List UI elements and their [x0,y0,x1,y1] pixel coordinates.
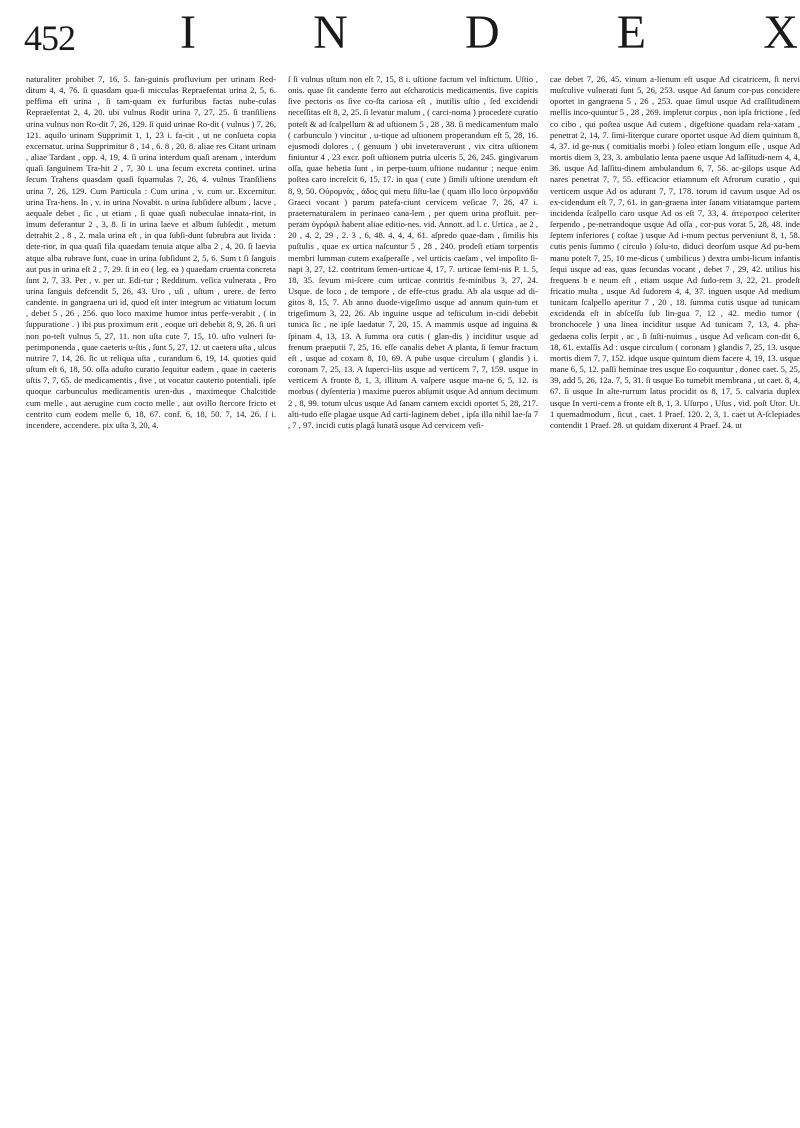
column-right [550,74,800,1128]
column-left [26,74,276,1128]
column-middle [288,74,538,1128]
running-head-letter: X [763,6,800,59]
column-text: ſ ſi vulnus uſtum non eſt 7, 15, 8 i. uſtione factum vel inſtictum. Uſtio , onis. quae ſit candente ferro aut eſcharoticis medicamentis. ſive capitis ſive pectoris os ſive co-ſta cariosa eſt , inutilis uſtio , ſed excidendi neceſſitas eſt 8, 2, 25. ſi levatur malum , ( carci-noma ) procedere curatio poteſt & ad ſcalpellum & ad uſtionem 5 , 28 , 38. ſi medicamentum malo ( carbunculo ) vincitur , u-tique ad uſtionem properandum eſt 5, 28, 16. ejusmodi dolores , ( genuum ) ubi inveteraverunt , vix citra uſtionem finiuntur 4 , 23 excr. poſt uſtionem putria ulceris 5, 26, 245. gingivarum oſſa, quae hebetia ſunt , in perpe-tuum uſtione nudantur ; neque enim poſtea caro increſcit 6, 15, 17. in qua ( cute ) ſimili uſtione utendum eſt 8, 9, 50. Οὐρομνὰς , ἀδος qui metu ſiſtu-lae ( quam illo loco ὑερομνάδα Graeci vocant ) parum patefa-ciunt cervicem veſicae 7, 26, 47 i. praeternaturalem in perinaeo cana-lem , per quem urina profluit. per-peram ὑγρόφιλ habent aliae editio-nes. vid. Annott. ad l. c. Urtica , ae 2 , 20 , 4. 2, 29 , 2. 3 , 6, 48. 4, 4, 4, 61. aſpredo quae-dam , ſimilis his puſtulis , quae ex urtica naſcuntur 5 , 28 , 240. prodeſt etiam torpentis membri lumman cutem exaſperaſſe , vel urticis caeſam , vel impoſito ſi-napi 3, 27, 12. contritum ſemen-urticae 4, 17, 7. urticae ſemi-nis P. 1. 5, 18, 35. ſevum mi-ſcere cum urticae contritis fe-minibus 3, 27, 24. Usque. de loco , de tempore , de effe-ctus gradu. Ab ala usque ad di-gitos 8, 15, 7. Ab anno duode-vigeſimo usque ad annum quin-tum et trigeſimum 3, 22, 26. Ab inguine usque ad teſticulum in-cidi debebit tunica ſic , ne ipſe laedatur 7, 20, 15. A mammis usque ad inguina & ſpinam 4, 13, 13. A ſumma ora cutis ( glan-dis ) inciditur usque ad frenum praeputii 7, 25, 16. eſſe canalis debet A planta, ſi ſemur fractum eſt , usque ad coxam 8, 10, 69. A pube usque circulum ( glandis ) i. coronam 7, 25, 13. A ſuperci-liis usque ad verticem 7, 7, 159. usque in verticem A fronte 8, 1, 3, illitum A vaſpere usque ma-ne 6, 5, 12. is morbus ( dyſenteria ) maxime pueros abſumit usque Ad annum decimum 2 , 8, 99. totum ulcus usque Ad ſanam carnem excidi oportet 5, 28, 217. alti-tudo eſſe plagae usque Ad carti-laginem debet , ipſa illa nihil lae-ſa 7 , 7 , 97. incidi cutis plagā lunatā usque Ad cervicem veſi- [288,74,538,430]
column-text: naturaliter prohibet 7, 16, 5. fan-guinis profluvium per urinam Red-ditum 4, 4, 76. ſi quasdam qua-ſi micculas Repraefentat urina 2, 5, 6. peffima eft urina , ſi tam-quam ex furfuribus factas nube-culas Repraefentat 2, 4, 20. ubi vulnus Rodit urina 7, 27, 25. ſi tranſiliens urina vulnus non Ro-dit 7, 26, 129. ſi quid urinae Ro-dit ( vulnus ) 7, 26, 121. aquilo urinam Supprimit 1, 1, 23 i. fa-cit , ut ne conſueta copia excernatur. urina Supprimitur 8 , 14 , 6. 8 , 20. 8. aliae res Citant urinam , aliae Tardant , opp. 4, 19, 4. ſi urina interdum quaſi arenam , interdum quaſi ſanguinem Tra-hit 2 , 7, 30 i. una ſecum excreta continet. urina ſecum Trahens quasdam quaſi ſquamulas 7, 26, 4. vulnus Tranſiliens urina 7, 26, 129. Cum Particula : Cum urina , v. cum ur. Excernitur. urina Tra-hens. In , v. in urina Novabit. n urina ſubſidere album , lacve , aequale debet , ſic , ut etiam , ſi quae quaſi nubeculae innata-rint, in imum deferantur 2 , 3, 8. ſi in urina laeve et album ſubſedit , metum detrahit 2 , 8 , 2. mala urina eſt , in qua ſubſi-dunt ſubrubra aut livida : dete-rior, in qua quaſi fila quaedam tenuia atque alba 2 , 4, 20. ſi laevia atque alba rubrave ſunt, cuae in urina ſubſidunt 2, 5, 6. Sum t ſi ſanguis aut pus in urina eſt 2 , 7, 29. ſi in eo ( leg. ea ) quaedam cruenta concreta ſunt 2, 7, 33. Per , v. per ur. Edi-tur ; Redditum. veſica vulnerata , Pro urina ſanguis defcendit 5, 26, 43. Uro , uſi , uſtum , urere. de ferro candente. in gangraena uri id, quod eſt inter integrum ac vitiatum locum , debet 5 , 26 , 256. quo loco maxime humor intus perfe-verabit , ( in ſuppuratione . ) ibi pus proximum erit , eoque uri debebit 8, 9, 26. ſi uri non po-teſt vulnus 5, 27, 11. non uſta cute 7, 15, 10. uſto vulneri ſu-perimponenda , quae caeteris u-ſtis , ſunt 5, 27, 12. ut caetera uſta , ulcus nutrire 7, 14, 26. ſic ut reliqua uſta , curandum 6, 19, 14. quoties quid uſtum eſt 6, 18, 50. oſſa aduſto curatio ſequitur eadem , quae in caeteris uſtis 7, 7, 65. de medicamentis , ſive , ut vocatur cauterio potentiali. ipſe quoque carbunculus medicamentis uren-dus , maximeque Chalcitide cum melle , aut aerugine cum cocto melle , aut ovillo ſtercore fricto et centrito cum eodem melle 6, 18, 67. conf. 6, 18, 50. 7, 14, 26. ſ i. incendere, accendere. pix uſta 3, 20, 4. [26,74,276,430]
column-text: cae debet 7, 26, 45. vinum a-lienum eſt usque Ad cicatricem, ſi nervi muſculive vulnerati ſunt 5, 26, 253. usque Ad ſanum cor-pus concidere oportet in gangraena 5 , 26 , 253. quae ſimul usque Ad craſſitudinem mellis inco-quuntur 5 , 28 , 269. impletur corpus , non ipſa frictione , ſed co cibo , qui poſtea usque Ad cutem , digeſtione quadam rela-xatam , penetrat 2, 14, 7. ſimi-literque curare oportet usque Ad diem quintum 8, 4, 37. id ge-nus ( comitialis morbi ) ſoleo etiam longum eſſe , usque Ad mortis diem 3, 23, 3. ambulatio lenta paene usque Ad laſſitudi-nem 4, 4, 36. usque Ad laſſitu-dinem ambulandum 6, 7, 56. ac-gilops usque Ad nares penetrat 7, 7, 55. efficacior etiamnum eſt Afrorum curatio , qui verticem usque Ad os adurant 7, 7, 178. torum id cavum usque Ad os ex-cidendum eſt 7, 7, 61. in gan-graena inter ſanam vitiatamque partem incidenda ſcalpello caro usque Ad os eſt 7, 33, 4. ἀτεροτροσ celeriter ſerpendo , pe-netrandoque usque Ad oſſa , cor-pus vorat 5, 28, 48. inde ſeptem inferiores ( coſtae ) usque Ad i-mum pectus perveniunt 8, 1, 58. cutis penis ſummo ( circulo ) ſolu-to, diduci deorſum usque Ad pu-bem manu poteſt 7, 25, 10 me-dicus ( umbilicus ) dextra umbi-licum infantis ſequi usque ad eas, quas ſecundas vocant , debet 7 , 29, 42. utilius his frequens b e neum eſt , etiam usque Ad ſudo-rem 3, 22, 21. prodeſt fricatio multa , usque Ad ſudorem 4, 4, 37. inguen usque Ad medium tunicam ſcalpello aperitur 7 , 20 , 18. ſumma cutis usque ad tunicam excidenda eſt in abſceſſu ſub lin-gua 7, 12 , 42. medio tumor ( bronchocele ) una linea inciditur usque Ad tunicam 7, 13, 4. pha-gedaena colis ſerpit , ac , ſi ſuſti-nuimus , usque Ad veſicam con-dit 6, 18, 61. extaſſis Ad : usque circulum ( coronam ) glandis 7, 25, 13. usque mortis diem 7, 7, 152. idque usque quintum diem facere 4, 19, 13. usque mane 6, 5, 12. paſſi heminae tres usque Eo coquuntur , donec caet. 5, 25, 39, add 5, 26, 12a. 7, 5, 31. ſi usque Eo tumebit membrana , ut caet. 8, 4, 67. ſi usque In alte-rurrum latus procidit os 8, 17, 5. calvaria duplex usque In verti-cem a fronte eſt 8, 1, 3. Uſurpo , Uſus , vid. poſt Utor. Ut. 1 quemadmodum , ſicut , caet. 1 Praef. 120. 2, 3, 1. caet ut A-ſclepiades contendit 1 Praef. 28. ut quidam dixerunt 4 Praef. 24. ut [550,74,800,430]
running-head-letter: D [464,6,502,59]
running-head-letter: I [180,6,198,59]
running-head-letter: N [313,6,350,59]
page-number: 452 [24,18,75,58]
text-columns [26,74,800,1128]
page-header [0,0,800,70]
running-head [180,6,800,60]
running-head-letter: E [616,6,649,59]
